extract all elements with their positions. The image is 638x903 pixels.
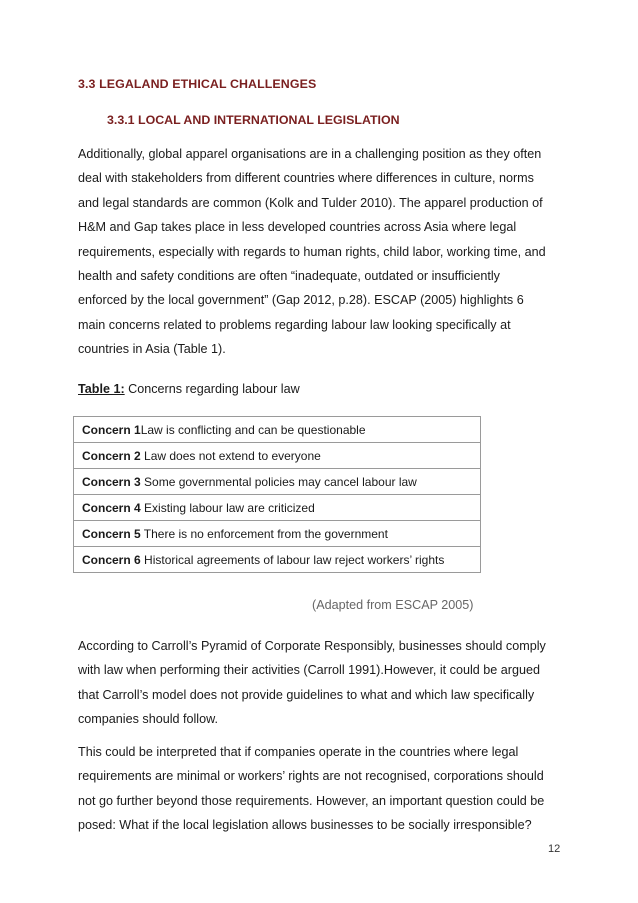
concern-number: Concern 1 — [82, 422, 141, 437]
concern-number: Concern 5 — [82, 526, 141, 541]
text-line: enforced by the local government” (Gap 2012, p.28). ESCAP (2005) highlights 6 — [78, 293, 524, 308]
section-heading: 3.3 LEGALAND ETHICAL CHALLENGES — [78, 77, 317, 91]
table-caption-text: Concerns regarding labour law — [124, 382, 300, 396]
concern-text: Law is conflicting and can be questionable — [140, 422, 366, 437]
table-caption — [78, 382, 300, 396]
concern-number: Concern 6 — [82, 552, 141, 567]
text-line: requirements, especially with regards to human rights, child labor, working time, and — [78, 244, 546, 259]
table-row — [74, 469, 481, 495]
table-cell — [74, 469, 481, 495]
text-line: H&M and Gap takes place in less developed countries across Asia where legal — [78, 220, 517, 235]
concern-number: Concern 4 — [82, 500, 141, 515]
concern-text: Some governmental policies may cancel labour law — [140, 474, 417, 489]
concern-text: Law does not extend to everyone — [140, 448, 321, 463]
table-cell — [74, 443, 481, 469]
concern-text: Existing labour law are criticized — [140, 500, 315, 515]
text-line: countries in Asia (Table 1). — [78, 342, 226, 357]
table-row — [74, 547, 481, 573]
table-row — [74, 521, 481, 547]
table-row — [74, 495, 481, 521]
text-line: main concerns related to problems regarding labour law looking specifically at — [78, 317, 511, 332]
text-line: that Carroll’s model does not provide guidelines to what and which law specifically — [78, 687, 535, 702]
text-line: requirements are minimal or workers’ rights are not recognised, corporations should — [78, 769, 544, 784]
text-line: deal with stakeholders from different countries where differences in culture, norms — [78, 171, 534, 186]
table-source: (Adapted from ESCAP 2005) — [312, 598, 474, 612]
text-line: This could be interpreted that if companies operate in the countries where legal — [78, 745, 519, 759]
concern-text: Historical agreements of labour law reject workers’ rights — [140, 552, 445, 567]
text-line: companies should follow. — [78, 712, 219, 727]
table-cell — [74, 495, 481, 521]
subsection-heading: 3.3.1 LOCAL AND INTERNATIONAL LEGISLATION — [107, 113, 400, 127]
table-cell — [74, 521, 481, 547]
text-line: health and safety conditions are often “inadequate, outdated or insufficiently — [78, 269, 500, 284]
concerns-table — [73, 416, 481, 573]
text-line: with law when performing their activities (Carroll 1991).However, it could be argued — [78, 663, 540, 678]
text-line: posed: What if the local legislation allows businesses to be socially irresponsible? — [78, 818, 532, 833]
table-row — [74, 443, 481, 469]
concern-text: There is no enforcement from the government — [140, 526, 388, 541]
text-line: and legal standards are common (Kolk and Tulder 2010). The apparel production of — [78, 195, 543, 210]
text-line: Additionally, global apparel organisations are in a challenging position as they often — [78, 147, 542, 161]
table-cell — [74, 547, 481, 573]
table-caption-label: Table 1: — [78, 382, 125, 396]
intro-paragraph — [78, 142, 568, 362]
text-line: According to Carroll’s Pyramid of Corporate Responsibly, businesses should comply — [78, 639, 546, 653]
interpretation-paragraph — [78, 740, 568, 838]
carroll-paragraph — [78, 634, 568, 732]
concern-number: Concern 3 — [82, 474, 141, 489]
table-row — [74, 417, 481, 443]
page-number: 12 — [548, 843, 561, 855]
concern-number: Concern 2 — [82, 448, 141, 463]
text-line: not go further beyond those requirements. However, an important question could be — [78, 793, 545, 808]
table-cell — [74, 417, 481, 443]
